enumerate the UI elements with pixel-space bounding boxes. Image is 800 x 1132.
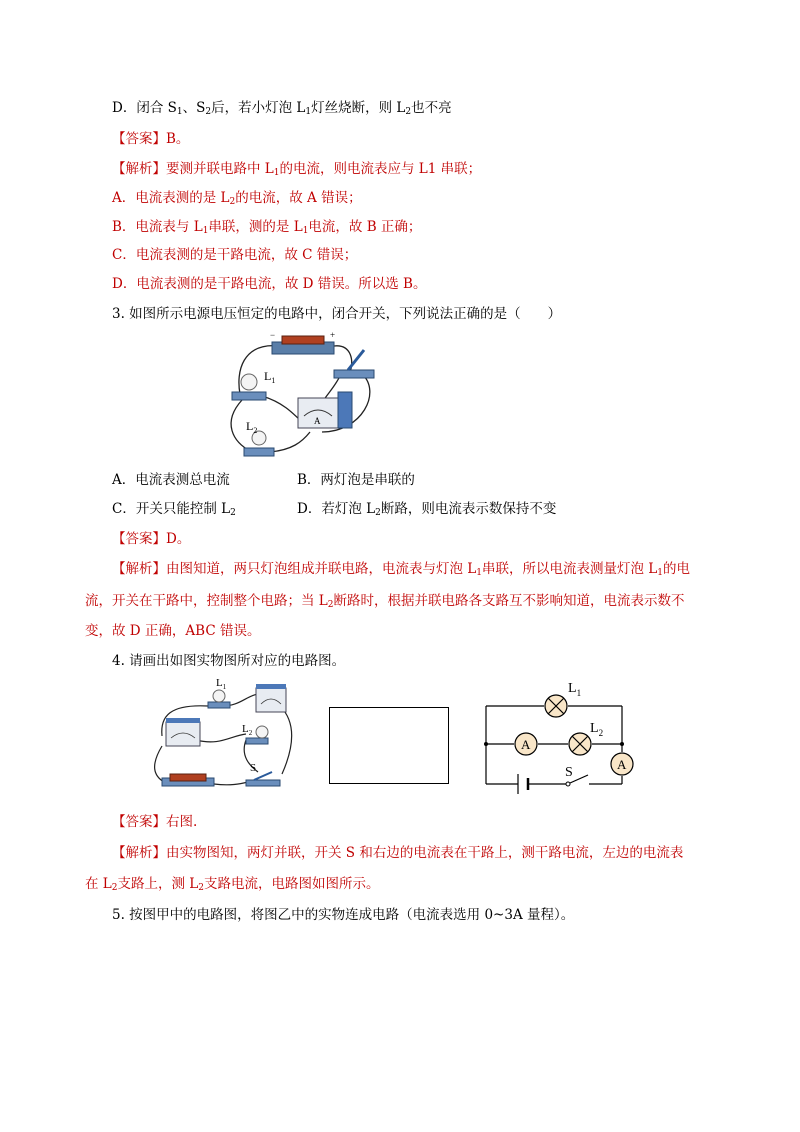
- q3-answer: 【答案】D。: [112, 531, 191, 547]
- q4-blank-box: [329, 707, 449, 784]
- battery-cell: [282, 336, 324, 344]
- switch-lever: [348, 350, 364, 370]
- analysis-prev-d: D．电流表测的是干路电流，故 D 错误。所以选 B。: [112, 276, 427, 292]
- lamp-l1-base: [232, 392, 266, 400]
- battery-plus: +: [330, 332, 336, 340]
- q4-answer: 【答案】右图.: [112, 814, 198, 830]
- q3-figure: [222, 332, 382, 462]
- q4-switch-base: [246, 780, 280, 786]
- q4-analysis-1: 【解析】由实物图知，两灯并联，开关 S 和右边的电流表在干路上，测干路电流，左边的电流表: [112, 845, 684, 861]
- q4-meter-right: [256, 688, 286, 712]
- ammeter-label: A: [314, 416, 321, 426]
- q4-analysis-2: 在 $L_2$支路上，测 $L_2$支路电流，电路图如图所示。: [85, 876, 380, 893]
- q4-battery-cell: [170, 774, 206, 781]
- analysis-prev: 【解析】要测并联电路中 $L_1$的电流，则电流表应与 L1 串联；: [112, 161, 482, 178]
- q3-analysis-1: 【解析】由图知道，两只灯泡组成并联电路，电流表与灯泡 $L_1$串联，所以电流表测量灯泡 $L_1$的电: [112, 561, 690, 578]
- q3-option-b: B．两灯泡是串联的: [297, 472, 415, 488]
- lamp-l1-label: $L_1$: [264, 369, 276, 385]
- q3-analysis-2: 流，开关在干路中，控制整个电路；当 $L_2$断路时，根据并联电路各支路互不影响知道，电流表示数不: [85, 593, 685, 610]
- answer-prev: 【答案】B。: [112, 131, 190, 147]
- lamp-l1-bulb: [241, 374, 257, 390]
- q4-stem: 4. 请画出如图实物图所对应的电路图。: [112, 653, 346, 669]
- switch-base: [334, 370, 374, 378]
- q4-lamp-l2-base: [246, 738, 268, 744]
- diagram-switch-label: S: [565, 765, 573, 780]
- q4-lamp-l2-bulb: [256, 726, 268, 738]
- q4-lamp-l1-base: [208, 702, 230, 708]
- q4-switch-label: S: [250, 762, 257, 774]
- q3-option-d: D．若灯泡 $L_2$断路，则电流表示数保持不变: [297, 501, 557, 518]
- diagram-l1-label: $L_1$: [568, 681, 582, 698]
- q4-lamp-l1-bulb: [213, 690, 225, 702]
- battery-minus: −: [270, 332, 276, 340]
- q3-stem: 3. 如图所示电源电压恒定的电路中，闭合开关，下列说法正确的是（ ）: [112, 306, 562, 322]
- q3-analysis-3: 变，故 D 正确，ABC 错误。: [85, 623, 261, 639]
- diagram-l2-label: $L_2$: [590, 721, 604, 738]
- lamp-l2-base: [244, 448, 274, 456]
- q4-physical-figure: [150, 676, 300, 794]
- q4-switch-lever: [254, 772, 272, 780]
- analysis-prev-b: B．电流表与 $L_1$串联，测的是 $L_1$电流，故 B 正确；: [112, 219, 422, 236]
- q4-circuit-diagram: [482, 680, 642, 796]
- ammeter-side: [338, 392, 352, 428]
- q4-meter-left: [166, 722, 200, 746]
- q5-stem: 5. 按图甲中的电路图，将图乙中的实物连成电路（电流表选用 0~3A 量程）。: [112, 907, 575, 923]
- svg-text:A: A: [617, 757, 627, 772]
- q3-option-a: A．电流表测总电流: [112, 472, 230, 488]
- q4-lamp-l2-label: $L_2$: [242, 723, 253, 737]
- lamp-l2-label: $L_2$: [246, 419, 258, 435]
- q4-lamp-l1-label: $L_1$: [216, 677, 227, 691]
- analysis-prev-a: A．电流表测的是 $L_2$的电流，故 A 错误；: [112, 190, 362, 207]
- analysis-prev-c: C．电流表测的是干路电流，故 C 错误；: [112, 247, 358, 263]
- q3-option-c: C．开关只能控制 $L_2$: [112, 501, 236, 518]
- svg-text:A: A: [521, 737, 531, 752]
- option-d-prev: D．闭合 $S_1$、$S_2$后，若小灯泡 $L_1$灯丝烧断，则 $L_2$也不亮: [112, 100, 452, 117]
